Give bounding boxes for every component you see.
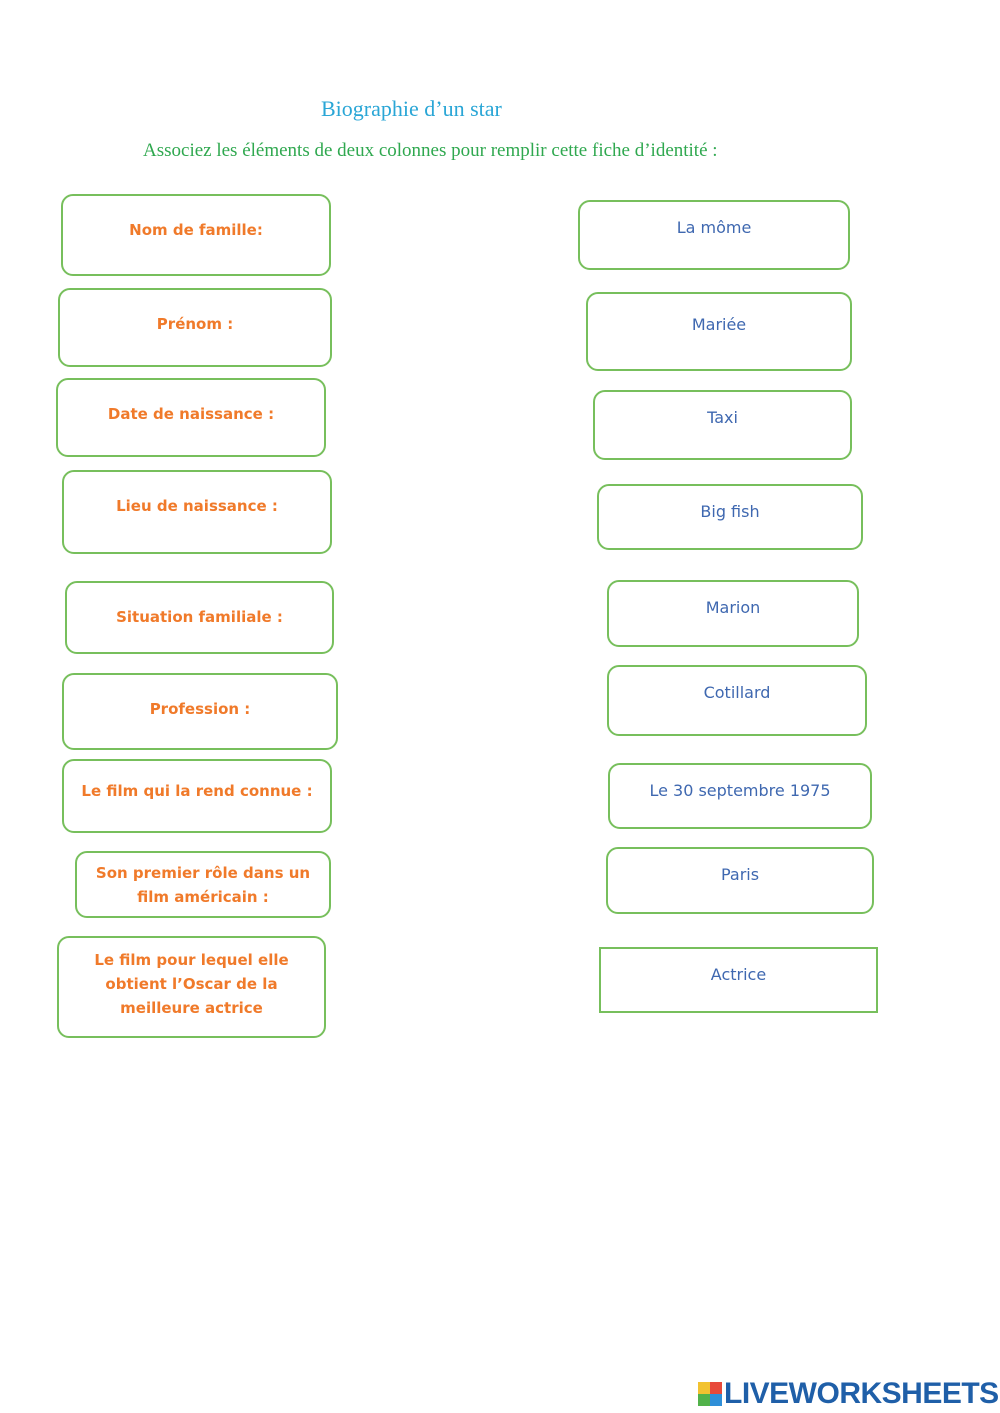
left-card-last-name[interactable] <box>61 194 331 276</box>
left-card-birth-date[interactable] <box>56 378 326 457</box>
right-card-taxi[interactable] <box>593 390 852 460</box>
right-card-la-mome[interactable] <box>578 200 850 270</box>
right-card-label: Mariée <box>691 315 747 334</box>
right-card-paris[interactable] <box>606 847 874 914</box>
right-card-label: La môme <box>676 218 752 237</box>
right-card-actrice[interactable] <box>599 947 878 1013</box>
logo-text: LIVEWORKSHEETS <box>724 1377 999 1410</box>
right-card-label: Actrice <box>710 965 767 984</box>
logo-square-1 <box>698 1382 710 1394</box>
right-card-label: Taxi <box>707 408 738 427</box>
right-card-label: Paris <box>720 865 760 884</box>
left-card-first-american-role[interactable] <box>75 851 331 918</box>
logo-square-3 <box>698 1394 710 1406</box>
logo-square-2 <box>710 1382 722 1394</box>
left-card-oscar-film[interactable] <box>57 936 326 1038</box>
right-card-mariee[interactable] <box>586 292 852 371</box>
right-card-label: Cotillard <box>703 683 771 702</box>
left-card-label: Prénom : <box>156 315 234 333</box>
left-card-birth-place[interactable] <box>62 470 332 554</box>
right-card-label: Big fish <box>700 502 760 521</box>
left-card-label: Le film pour lequel elle obtient l’Oscar de la meilleure actrice <box>94 951 289 1017</box>
left-card-label: Date de naissance : <box>107 405 275 423</box>
left-card-profession[interactable] <box>62 673 338 750</box>
logo-square-4 <box>710 1394 722 1406</box>
right-card-label: Le 30 septembre 1975 <box>649 781 831 800</box>
left-card-label: Situation familiale : <box>116 608 283 626</box>
liveworksheets-logo <box>698 1378 999 1410</box>
left-card-label: Le film qui la rend connue : <box>81 782 313 800</box>
worksheet-title: Biographie d’un star <box>321 96 502 121</box>
liveworksheets-logo-icon <box>698 1382 722 1406</box>
left-card-label: Nom de famille: <box>129 221 263 239</box>
right-card-marion[interactable] <box>607 580 859 647</box>
left-card-first-name[interactable] <box>58 288 332 367</box>
left-card-label: Profession : <box>149 700 251 718</box>
right-card-label: Marion <box>705 598 761 617</box>
left-card-family-status[interactable] <box>65 581 334 654</box>
left-card-label: Son premier rôle dans un film américain : <box>95 864 311 906</box>
right-card-big-fish[interactable] <box>597 484 863 550</box>
right-card-birth-date-value[interactable] <box>608 763 872 829</box>
left-card-label: Lieu de naissance : <box>116 497 278 515</box>
left-card-famous-film[interactable] <box>62 759 332 833</box>
right-card-cotillard[interactable] <box>607 665 867 736</box>
worksheet-instruction: Associez les éléments de deux colonnes pour remplir cette fiche d’identité : <box>143 140 718 161</box>
